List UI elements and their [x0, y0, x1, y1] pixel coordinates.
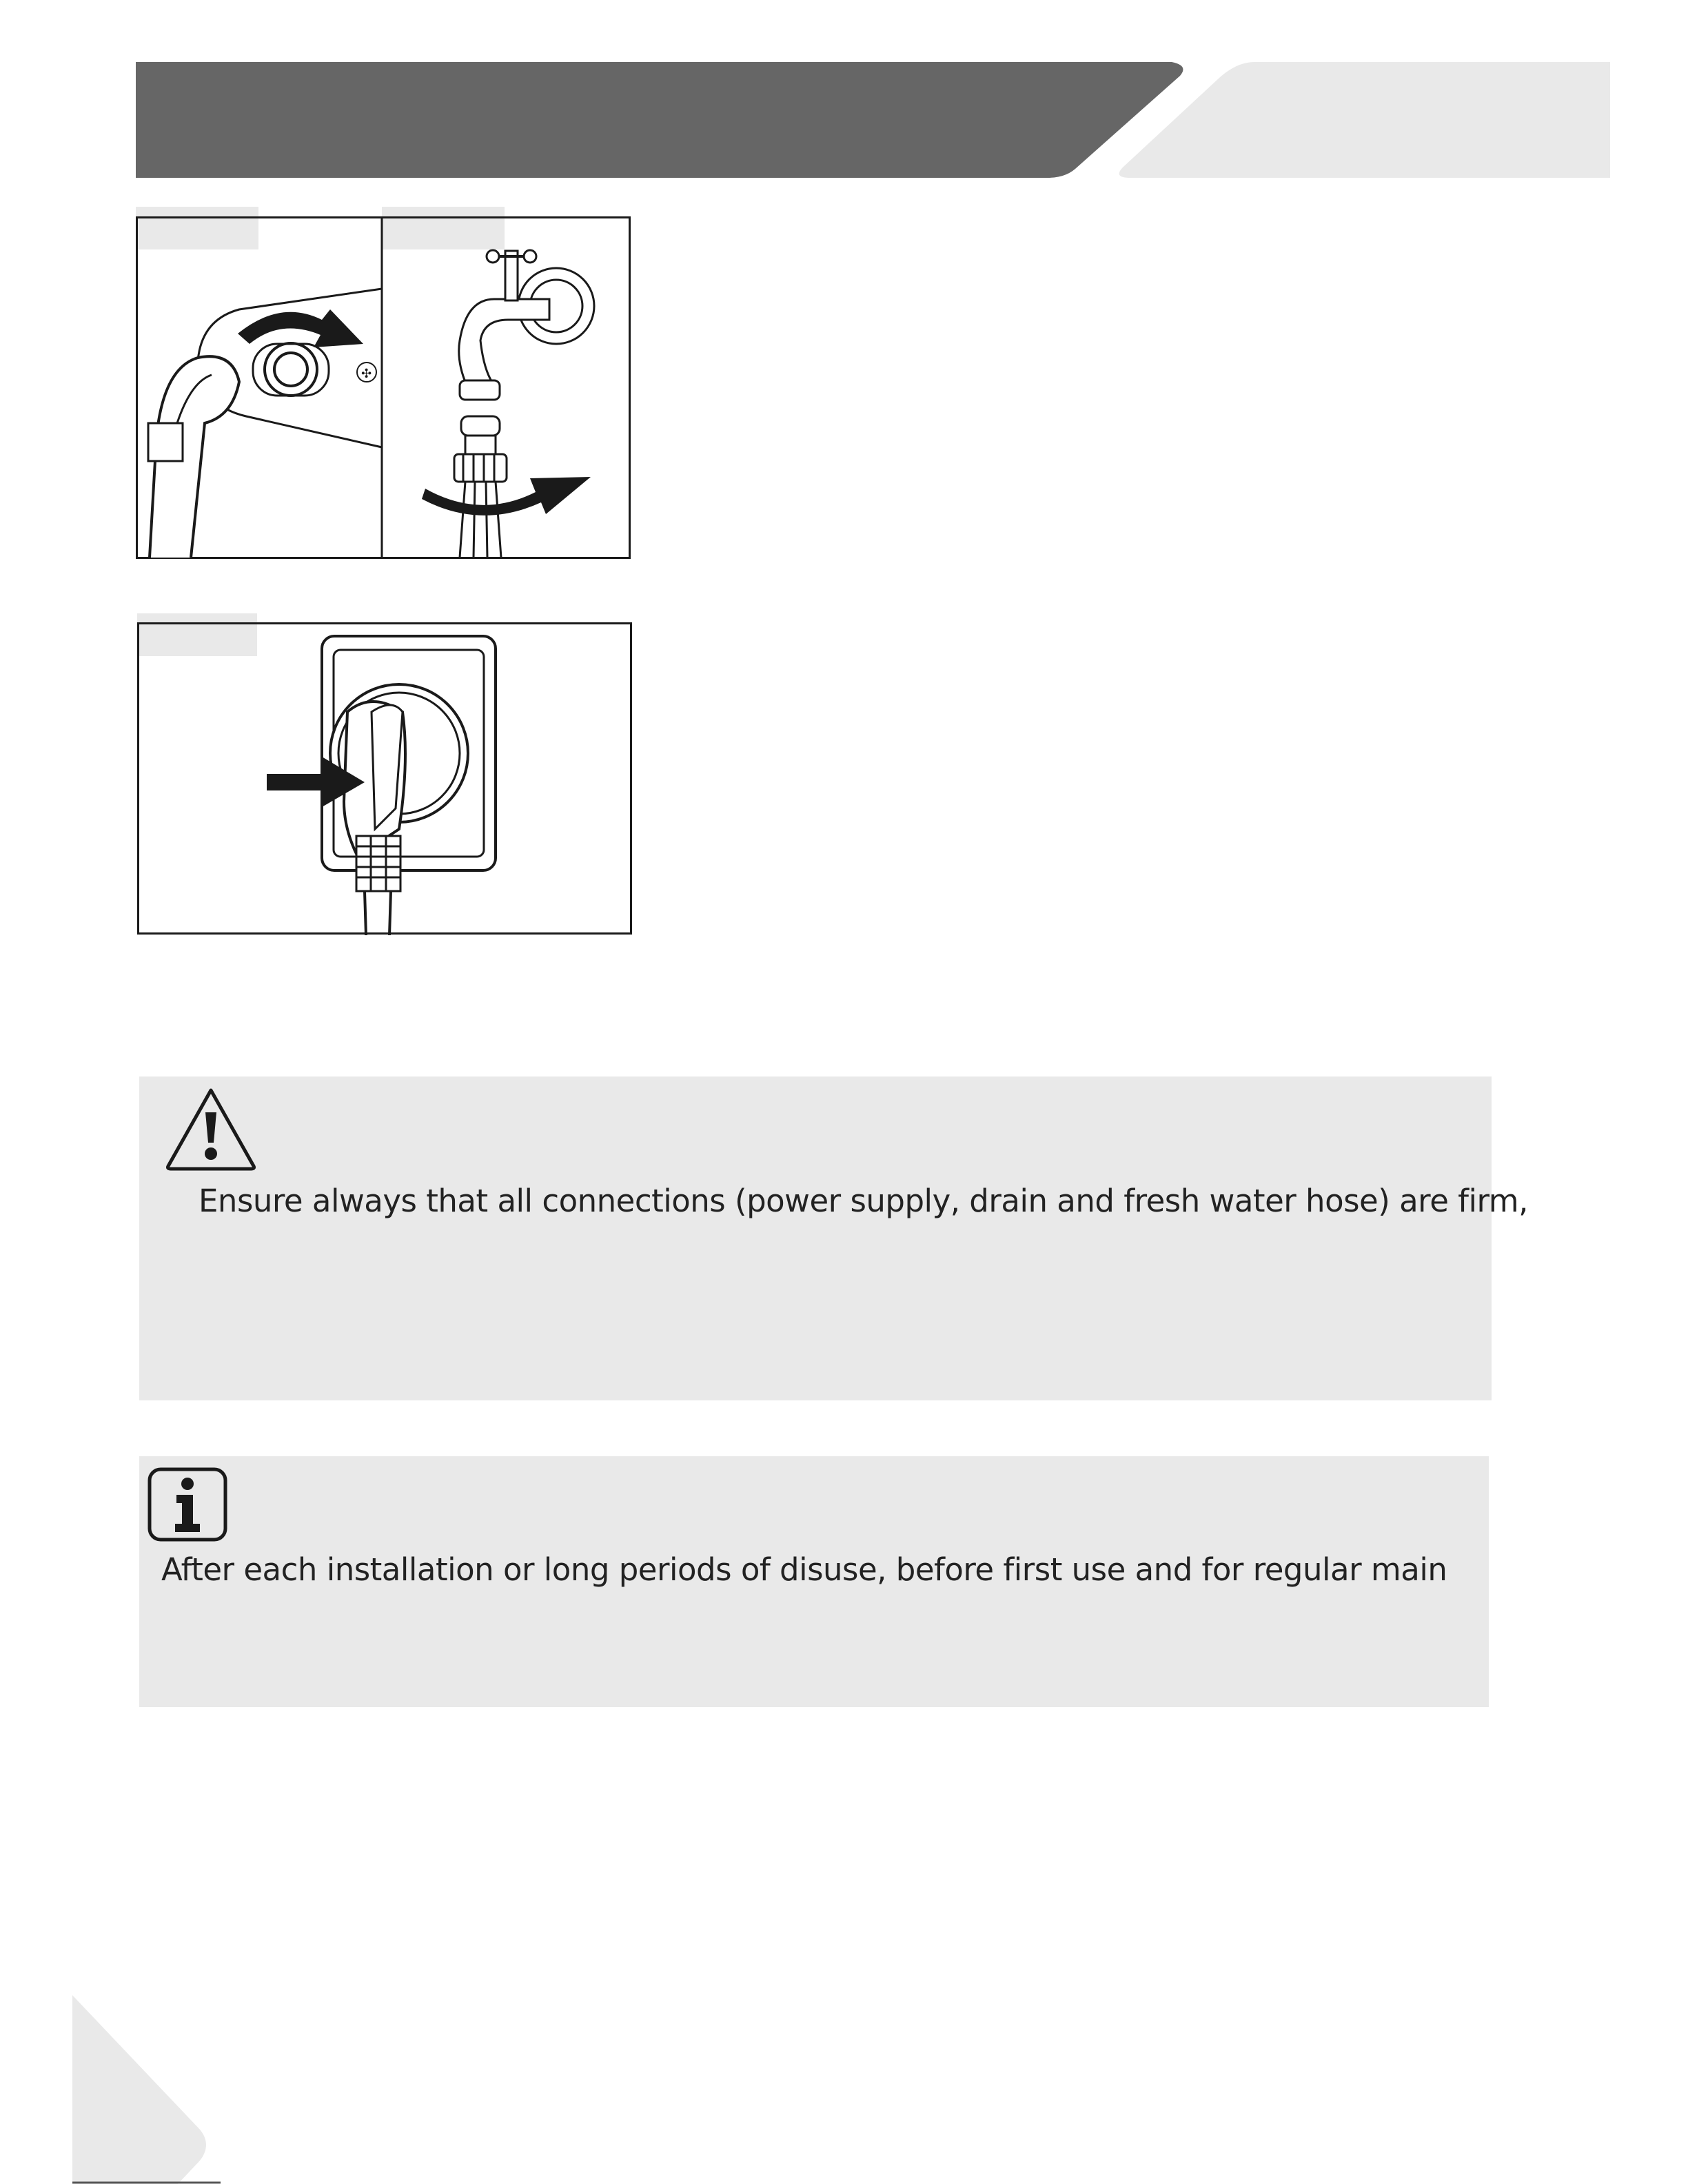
info-text: After each installation or long periods of disuse, before first use and for regular main — [161, 1551, 1447, 1588]
warning-text: Ensure always that all connections (power supply, drain and fresh water hose) are firm, — [199, 1183, 1528, 1219]
warning-note — [139, 1076, 1528, 1400]
info-note — [139, 1456, 1489, 1707]
info-icon — [148, 1467, 227, 1542]
header-dark-band — [136, 62, 1183, 178]
svg-text:✣: ✣ — [361, 367, 372, 381]
header-light-band — [1119, 62, 1610, 178]
figure-hose-connection — [136, 216, 632, 561]
figure-plug-socket — [137, 622, 633, 935]
warning-triangle-icon — [164, 1086, 258, 1172]
header-banner — [0, 0, 1688, 186]
page-corner-decoration — [0, 1985, 221, 2184]
